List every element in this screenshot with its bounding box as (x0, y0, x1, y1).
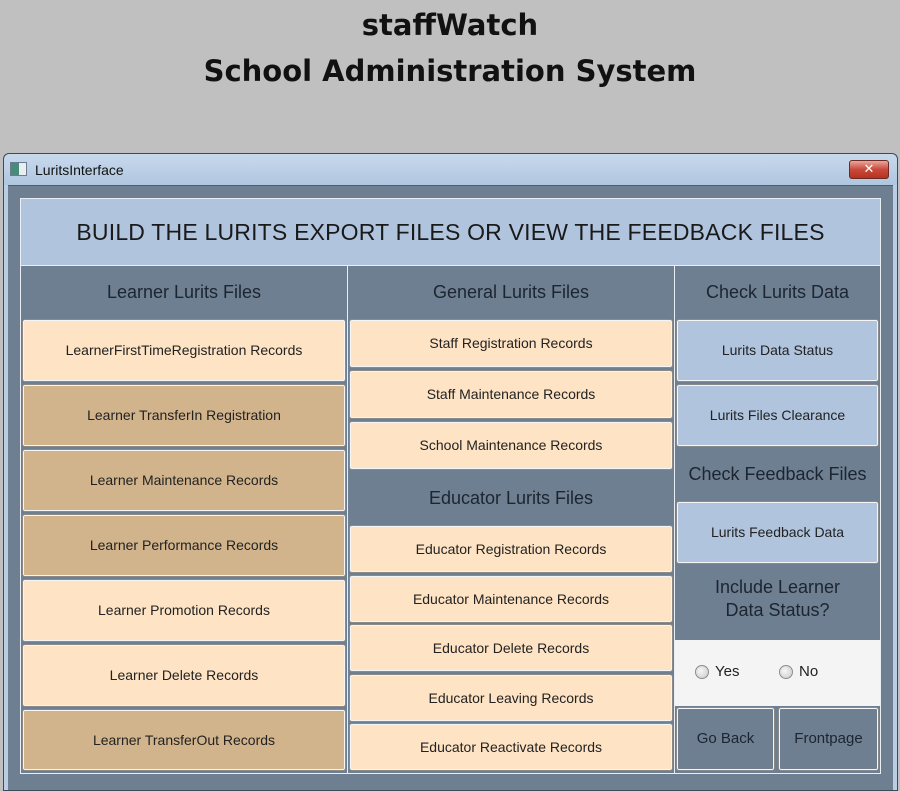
learner-header: Learner Lurits Files (21, 266, 347, 319)
educator-leaving-button[interactable]: Educator Leaving Records (349, 674, 673, 722)
include-learner-line1: Include Learner (714, 577, 841, 597)
app-title: staffWatch (361, 8, 539, 42)
learner-transferin-registration-button[interactable]: Learner TransferIn Registration (22, 384, 346, 447)
general-header: General Lurits Files (348, 266, 674, 319)
learner-column (21, 266, 348, 773)
window-app-icon (10, 162, 27, 176)
app-header (0, 0, 900, 152)
learner-transferout-button[interactable]: Learner TransferOut Records (22, 709, 346, 771)
radio-no-circle-icon[interactable] (779, 665, 793, 679)
main-panel (20, 198, 881, 774)
learner-first-time-registration-button[interactable]: LearnerFirstTimeRegistration Records (22, 319, 346, 382)
educator-reactivate-button[interactable]: Educator Reactivate Records (349, 723, 673, 771)
educator-header: Educator Lurits Files (348, 472, 674, 525)
include-learner-options (675, 640, 880, 706)
check-lurits-header: Check Lurits Data (675, 266, 880, 319)
lurits-window (3, 153, 898, 791)
radio-yes[interactable] (695, 663, 739, 680)
learner-maintenance-button[interactable]: Learner Maintenance Records (22, 449, 346, 512)
radio-yes-circle-icon[interactable] (695, 665, 709, 679)
learner-performance-button[interactable]: Learner Performance Records (22, 514, 346, 577)
radio-no-label: No (799, 663, 819, 680)
frontpage-button[interactable]: Frontpage (778, 707, 879, 771)
close-button[interactable] (849, 160, 889, 179)
educator-maintenance-button[interactable]: Educator Maintenance Records (349, 575, 673, 623)
banner-title: BUILD THE LURITS EXPORT FILES OR VIEW THE FEEDBACK FILES (21, 199, 880, 266)
title-bar[interactable] (4, 154, 897, 185)
radio-yes-label: Yes (715, 663, 740, 680)
window-title: LuritsInterface (35, 162, 124, 178)
check-feedback-header: Check Feedback Files (675, 448, 880, 501)
go-back-button[interactable]: Go Back (676, 707, 775, 771)
app-subtitle: School Administration System (203, 54, 697, 88)
learner-promotion-button[interactable]: Learner Promotion Records (22, 579, 346, 642)
window-client (8, 185, 893, 790)
lurits-data-status-button[interactable]: Lurits Data Status (676, 319, 879, 382)
include-learner-header (675, 566, 880, 640)
staff-maintenance-button[interactable]: Staff Maintenance Records (349, 370, 673, 419)
close-icon: ✕ (863, 162, 875, 177)
radio-no[interactable] (779, 663, 818, 680)
staff-registration-button[interactable]: Staff Registration Records (349, 319, 673, 368)
learner-delete-button[interactable]: Learner Delete Records (22, 644, 346, 707)
general-educator-column (348, 266, 675, 773)
educator-registration-button[interactable]: Educator Registration Records (349, 525, 673, 573)
educator-delete-button[interactable]: Educator Delete Records (349, 624, 673, 672)
school-maintenance-button[interactable]: School Maintenance Records (349, 421, 673, 470)
include-learner-line2: Data Status? (725, 600, 830, 620)
check-column (675, 266, 880, 773)
lurits-feedback-data-button[interactable]: Lurits Feedback Data (676, 501, 879, 564)
lurits-files-clearance-button[interactable]: Lurits Files Clearance (676, 384, 879, 447)
